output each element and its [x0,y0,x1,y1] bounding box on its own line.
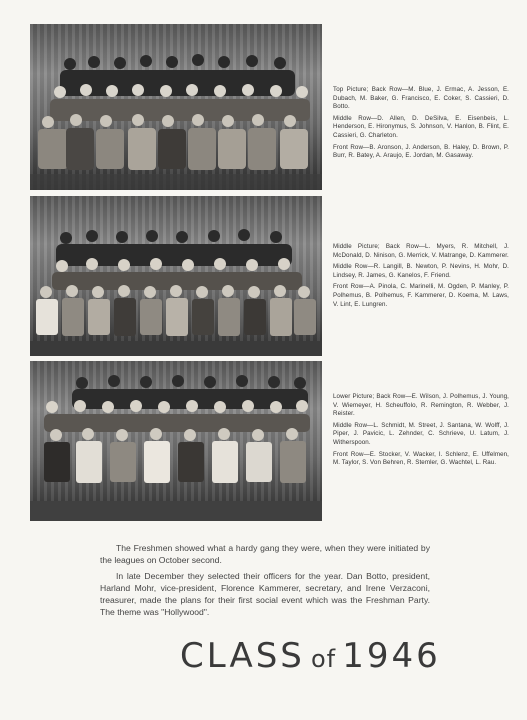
caption-top-picture [333,86,509,164]
front-row-bodies [38,128,308,170]
caption-middle-picture [333,243,509,312]
class-heading [180,636,441,676]
heading-class-word: CLASS [180,636,305,676]
caption-lower-front-row: Front Row—E. Stocker, V. Wacker, I. Schlenz, E. Uffelmen, M. Taylor, S. Von Behren, R. Stemler, G. Wachtel, L. Rau. [333,450,509,467]
caption-middle-middle-row: Middle Row—R. Langill, B. Newton, P. Nevins, H. Mohr, D. Lindsey, R. James, G. Kanelos, F. Friend. [333,263,509,279]
class-photo-top [30,24,322,190]
front-row-figures [42,114,296,128]
back-row-figures [60,54,295,96]
summary-paragraph-officers: In late December they selected their officers for the year. Dan Botto, president, Harland Mohr, vice-president, Florence Kammerer, secretary, and Irene Verzaconi, treasurer, made the plans for their first social event which was the Freshman Party. The theme was "Hollywood". [100,571,430,617]
caption-lower-picture [333,393,509,471]
photo-figures-lower [30,361,322,521]
summary-paragraph-initiation: The Freshmen showed what a hardy gang they were, when they were initiated by the leagues on October second. [100,543,430,565]
heading-year: 1946 [342,636,441,676]
caption-top-middle-row: Middle Row—D. Allen, D. DeSilva, E. Eisenbeis, L. Henderson, E. Hironymus, S. Johnson, V. Hanlon, B. Flint, E. Cassieri, G. Charleton. [333,114,509,139]
class-summary-text [100,542,430,622]
caption-top-back-row: Top Picture; Back Row—M. Blue, J. Ermac, A. Jesson, E. Dubach, M. Baker, G. Francisco, E. Coker, S. Cassieri, D. Botto. [333,86,509,111]
heading-of-word: of [310,645,337,673]
class-photo-middle [30,196,322,356]
caption-middle-front-row: Front Row—A. Pinola, C. Marinelli, M. Ogden, P. Manley, P. Polhemus, B. Polhemus, F. Kammerer, D. Koema, M. Laws, V. Lint, E. Lungren. [333,283,509,308]
caption-lower-back-row: Lower Picture; Back Row—E. Wilson, J. Polhemus, J. Young, V. Wiemeyer, H. Scheuffolo, R. Remington, R. Webber, J. Reister. [333,393,509,418]
caption-middle-back-row: Middle Picture; Back Row—L. Myers, R. Mitchell, J. McDonald, D. Ninison, G. Merrick, V. Matrange, D. Kammerer. [333,243,509,259]
photo-figures-middle [30,196,322,356]
photo-figures-top [30,24,322,190]
class-photo-lower [30,361,322,521]
caption-top-front-row: Front Row—B. Aronson, J. Anderson, B. Haley, D. Brown, P. Burr, R. Batey, A. Araujo, E. Jordan, M. Gasaway. [333,143,509,160]
caption-lower-middle-row: Middle Row—L. Schmidt, M. Street, J. Santana, W. Wolff, J. Piper, J. Pavicic, L. Zehnder, C. Schrieve, U. Latum, J. Witherspoon. [333,421,509,446]
middle-row-bodies [50,99,310,121]
